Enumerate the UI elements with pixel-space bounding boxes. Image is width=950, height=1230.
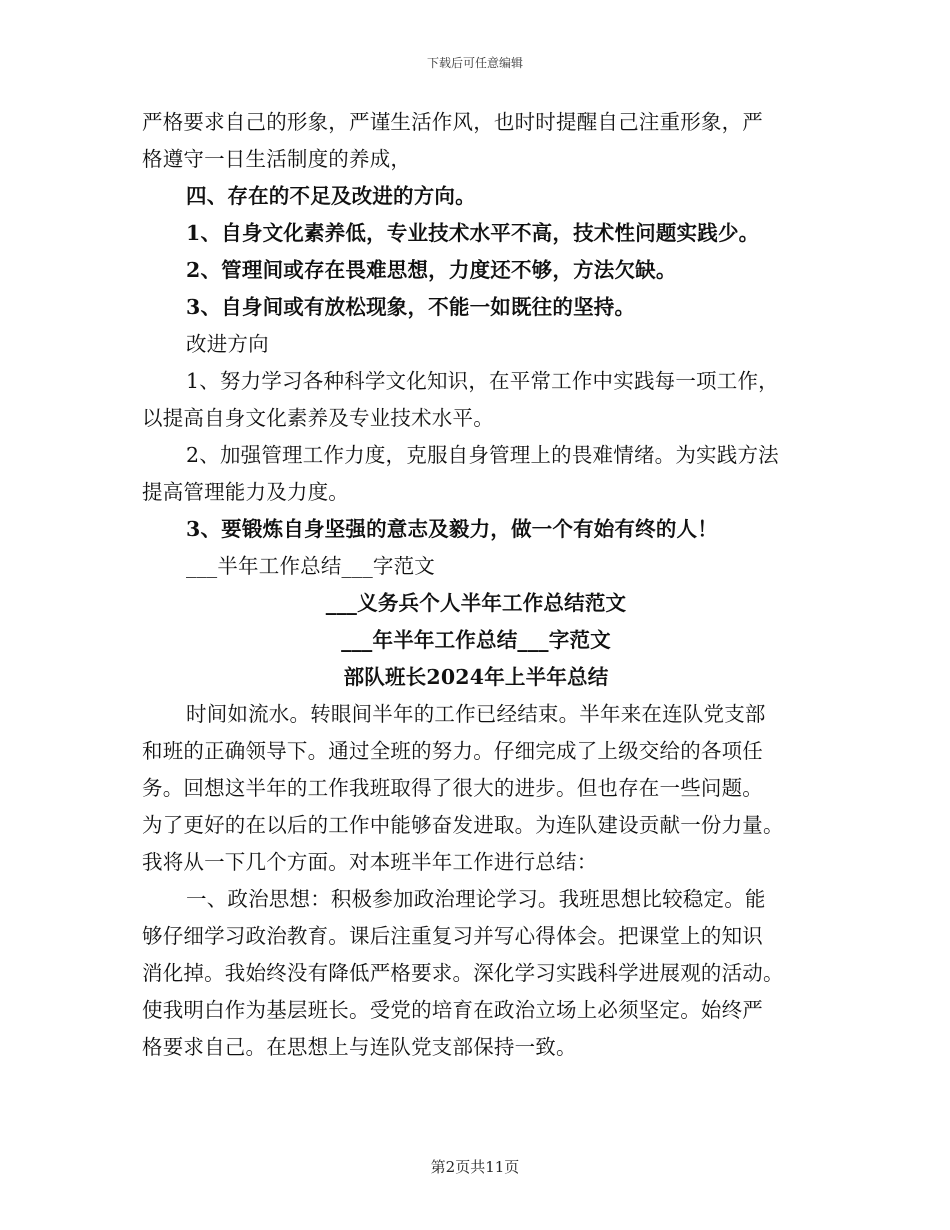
section-heading: 四、存在的不足及改进的方向。 bbox=[186, 184, 476, 208]
paragraph-line: 严格要求自己的形象，严谨生活作风，也时时提醒自己注重形象，严 bbox=[142, 110, 763, 134]
paragraph-line: 一、政治思想：积极参加政治理论学习。我班思想比较稳定。能 bbox=[186, 887, 766, 911]
document-title: 部队班长2024年上半年总结 bbox=[343, 665, 609, 689]
list-item: 1、努力学习各种科学文化知识，在平常工作中实践每一项工作， bbox=[186, 369, 779, 393]
list-item: 2、加强管理工作力度，克服自身管理上的畏难情绪。为实践方法 bbox=[186, 443, 779, 467]
list-item: 1、自身文化素养低，专业技术水平不高，技术性问题实践少。 bbox=[186, 221, 760, 245]
paragraph-line: 我将从一下几个方面。对本班半年工作进行总结： bbox=[142, 850, 598, 874]
paragraph-line: 格要求自己。在思想上与连队党支部保持一致。 bbox=[142, 1035, 577, 1059]
page-footer: 第2页共11页 bbox=[430, 1158, 520, 1176]
paragraph-line: 和班的正确领导下。通过全班的努力。仔细完成了上级交给的各项任 bbox=[142, 739, 763, 763]
paragraph-line: 为了更好的在以后的工作中能够奋发进取。为连队建设贡献一份力量。 bbox=[142, 813, 784, 837]
list-item: 2、管理间或存在畏难思想，力度还不够，方法欠缺。 bbox=[186, 258, 677, 282]
template-line: ___半年工作总结___字范文 bbox=[186, 554, 435, 578]
paragraph-line: 务。回想这半年的工作我班取得了很大的进步。但也存在一些问题。 bbox=[142, 776, 763, 800]
document-title: ___年半年工作总结___字范文 bbox=[341, 628, 611, 652]
paragraph-line: 消化掉。我始终没有降低严格要求。深化学习实践科学进展观的活动。 bbox=[142, 961, 784, 985]
paragraph-line: 以提高自身文化素养及专业技术水平。 bbox=[142, 406, 494, 430]
list-item: 3、自身间或有放松现象，不能一如既往的坚持。 bbox=[186, 295, 636, 319]
page-header: 下载后可任意编辑 bbox=[426, 56, 523, 70]
document-body bbox=[142, 104, 810, 1066]
paragraph-line: 使我明白作为基层班长。受党的培育在政治立场上必须坚定。始终严 bbox=[142, 998, 763, 1022]
list-item: 3、要锻炼自身坚强的意志及毅力，做一个有始有终的人！ bbox=[186, 517, 718, 541]
document-title: ___义务兵个人半年工作总结范文 bbox=[325, 591, 627, 615]
paragraph-line: 格遵守一日生活制度的养成， bbox=[142, 147, 412, 171]
paragraph-line: 够仔细学习政治教育。课后注重复习并写心得体会。把课堂上的知识 bbox=[142, 924, 763, 948]
paragraph-line: 提高管理能力及力度。 bbox=[142, 480, 349, 504]
subheading: 改进方向 bbox=[186, 332, 269, 356]
paragraph-line: 时间如流水。转眼间半年的工作已经结束。半年来在连队党支部 bbox=[186, 702, 766, 726]
